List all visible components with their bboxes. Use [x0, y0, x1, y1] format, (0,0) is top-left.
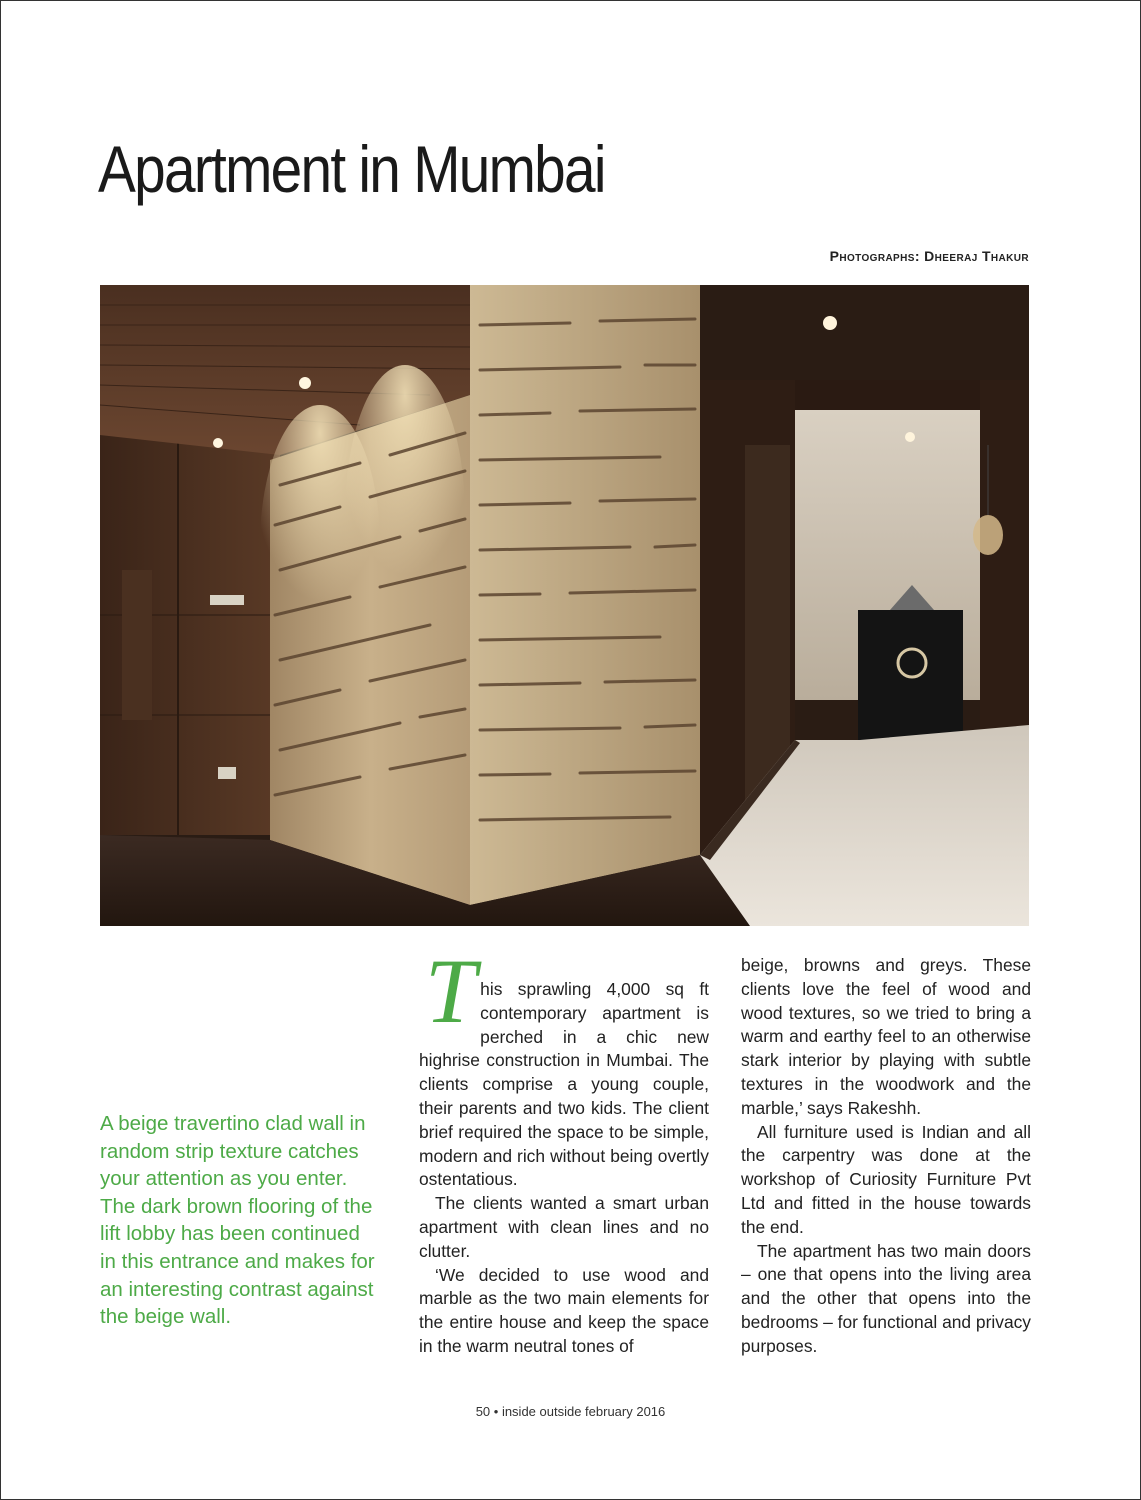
- article-column-2: [741, 954, 1031, 1359]
- article-column-1: [419, 940, 709, 1359]
- photo-caption: A beige travertino clad wall in random strip texture catches your attention as you enter. The dark brown flooring of the lift lobby has been continued in this entrance and makes for an interesting contrast against the beige wall.: [100, 1112, 375, 1329]
- article-paragraph: his sprawling 4,000 sq ft contemporary apartment is perched in a chic new highrise construction in Mumbai. The clients comprise a young couple, their parents and two kids. The client brief required the space to be simple, modern and rich without being overtly ostentatious.: [419, 979, 709, 1190]
- article-paragraph: The clients wanted a smart urban apartment with clean lines and no clutter.: [419, 1193, 709, 1261]
- article-paragraph: ‘We decided to use wood and marble as the two main elements for the entire house and keep the space in the warm neutral tones of: [419, 1264, 709, 1356]
- page-footer: 50 • inside outside february 2016: [475, 1404, 666, 1419]
- page-title: Apartment in Mumbai: [98, 132, 605, 206]
- hero-photo: [100, 285, 1029, 926]
- article-paragraph: All furniture used is Indian and all the carpentry was done at the workshop of Curiosity Furniture Pvt Ltd and fitted in the house towards the end.: [741, 1121, 1031, 1237]
- article-paragraph: The apartment has two main doors – one that opens into the living area and the other that opens into the bedrooms – for functional and privacy purposes.: [741, 1240, 1032, 1356]
- article-paragraph: beige, browns and greys. These clients love the feel of wood and wood textures, so we tried to bring a warm and earthy feel to an otherwise stark interior by playing with subtle textures in the woodwork and the marble,’ says Rakeshh.: [741, 955, 1031, 1118]
- drop-cap: T: [425, 940, 477, 1042]
- photo-credit: Photographs: Dheeraj Thakur: [829, 248, 1029, 264]
